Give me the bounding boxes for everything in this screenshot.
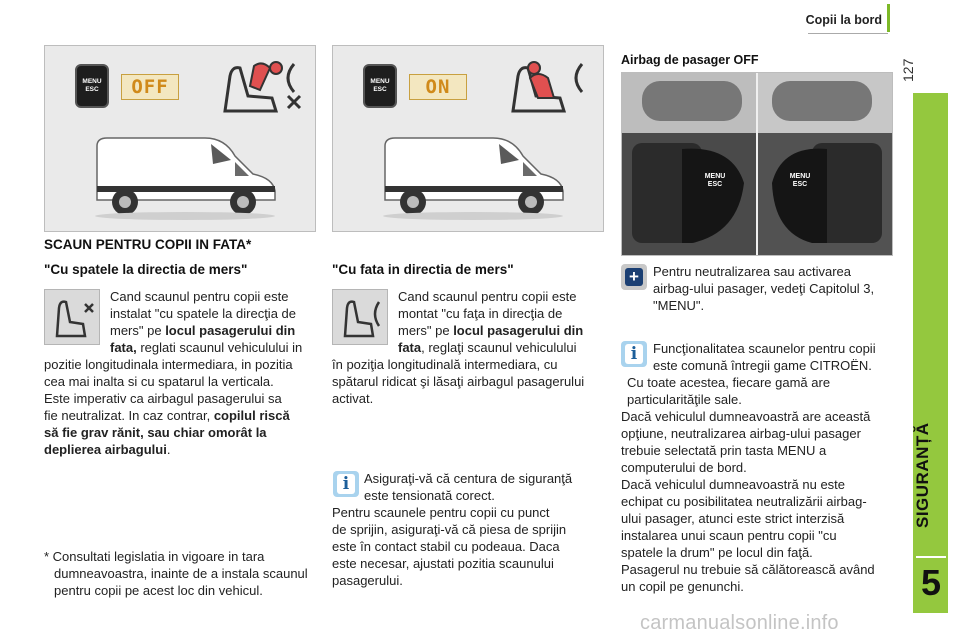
text-line: Pentru scaunele pentru copii cu punct — [332, 505, 550, 520]
text-line: Cu toate acestea, fiecare gamă are — [627, 375, 831, 390]
text-line — [332, 288, 607, 305]
dashboard-panel-photo — [621, 72, 893, 256]
text-line — [332, 305, 607, 322]
button-label-menu: MENU — [370, 78, 390, 85]
menu-reference-text — [621, 263, 896, 314]
text-line: dumneavoastra, inainte de a instala scaunul — [54, 566, 308, 581]
text-line: pentru copii pe acest loc din vehicul. — [54, 583, 263, 598]
text: mers" pe — [398, 323, 454, 338]
text: Cand scaunul pentru copii este — [398, 289, 577, 304]
text-line: este comună întregii game CITROËN. — [653, 358, 872, 373]
text-line — [44, 390, 319, 407]
text: instalat "cu spatele la direcţia de — [110, 306, 296, 321]
text-line — [44, 424, 319, 441]
info-icon: i — [333, 471, 359, 497]
bold-text: fata, — [110, 340, 137, 355]
button-label-menu: MENU — [82, 78, 102, 85]
button-label-esc: ESC — [373, 86, 387, 93]
illustration-airbag-on — [332, 45, 604, 232]
text: Cand scaunul pentru copii este — [110, 289, 289, 304]
text-line: * Consultati legislatia in vigoare in tara — [44, 549, 265, 564]
text: . — [166, 442, 171, 457]
text-line: echipat cu posibilitatea neutralizării airbag- — [621, 494, 867, 509]
text: activat. — [332, 391, 374, 406]
section-separator — [916, 556, 946, 558]
text-line: este necesar, ajustati pozitia scaunului — [332, 556, 554, 571]
text-line: este în contact stabil cu podeaua. Daca — [332, 539, 560, 554]
text-line: opţiune, neutralizarea airbag-ului pasager — [621, 426, 861, 441]
text-line — [332, 339, 607, 356]
text: mers" pe — [110, 323, 166, 338]
section-heading: SCAUN PENTRU COPII IN FATA* — [44, 237, 252, 252]
bold-text: locul pasagerului din — [165, 323, 296, 338]
text-line: ului pasager, atunci este strict interzisă — [621, 511, 845, 526]
section-label: SIGURANȚĂ — [913, 422, 932, 528]
forward-facing-seat-icon — [498, 56, 593, 116]
illustration-airbag-off — [44, 45, 316, 232]
airbag-status-display: ON — [409, 74, 467, 100]
panel-button-label-left: MENU ESC — [704, 173, 726, 188]
bold-text: locul pasagerului din — [453, 323, 584, 338]
text-line: Asiguraţi-vă că centura de siguranţă — [364, 471, 573, 486]
text-line: Dacă vehiculul dumneavoastră nu este — [621, 477, 846, 492]
text-line — [44, 373, 319, 390]
text: montat "cu faţa in direcţia de — [398, 306, 563, 321]
text-line — [44, 305, 319, 322]
text: Este imperativ ca airbagul pasagerului sa — [44, 391, 282, 406]
text-line — [44, 339, 319, 356]
text: cea mai inalta si cu spatarul la verticala. — [44, 374, 274, 389]
header-rule — [808, 33, 888, 34]
forward-facing-subheading: "Cu fata in directia de mers" — [332, 262, 514, 277]
text-line: un copil pe genunchi. — [621, 579, 744, 594]
van-picture — [85, 126, 285, 221]
bold-text: să fie grav rănit, sau chiar omorât la — [44, 425, 267, 440]
text-line: pasagerului. — [332, 573, 403, 588]
text-line: computerului de bord. — [621, 460, 747, 475]
plus-icon: + — [621, 264, 647, 290]
section-number: 5 — [920, 562, 942, 603]
text-line: particularităţile sale. — [627, 392, 742, 407]
button-label-esc: ESC — [85, 86, 99, 93]
header-accent-bar — [887, 4, 890, 32]
text: în poziţia longitudinală intermediara, cu — [332, 357, 558, 372]
text: fie neutralizat. In caz contrar, — [44, 408, 214, 423]
text-line: "MENU". — [653, 298, 705, 313]
text: reglati scaunul vehiculului in — [136, 340, 303, 355]
panel-button-label-right: MENU ESC — [789, 173, 811, 188]
rear-facing-body-text — [44, 288, 319, 458]
text: spătarul ridicat şi lăsaţi airbagul pasagerului — [332, 374, 585, 389]
page-header-title: Copii la bord — [805, 13, 882, 27]
airbag-status-display: OFF — [121, 74, 179, 100]
page-number: 127 — [900, 58, 916, 82]
text-line — [332, 373, 607, 390]
text: pozitie longitudinala intermediara, in pozitia — [44, 357, 293, 372]
text-line — [44, 441, 319, 458]
text-line — [44, 322, 319, 339]
van-picture — [373, 126, 573, 221]
text-line: de sprijin, asiguraţi-vă că piesa de sprijin — [332, 522, 567, 537]
text-line: Funcţionalitatea scaunelor pentru copii — [653, 341, 876, 356]
rear-facing-seat-icon — [210, 56, 305, 116]
info-icon: i — [621, 341, 647, 367]
text-line: spatele la drum" pe locul din faţă. — [621, 545, 813, 560]
seatbelt-info-text — [332, 470, 607, 589]
text-line: trebuie selectată prin tasta MENU a — [621, 443, 827, 458]
text-line: airbag-ului pasager, vedeţi Capitolul 3, — [653, 281, 875, 296]
text-line — [332, 356, 607, 373]
text-line — [44, 407, 319, 424]
menu-esc-button-picture — [363, 64, 397, 108]
airbag-off-heading: Airbag de pasager OFF — [621, 53, 759, 67]
text-line: Pentru neutralizarea sau activarea — [653, 264, 852, 279]
text-line: Dacă vehiculul dumneavoastră are această — [621, 409, 871, 424]
text-line — [44, 356, 319, 373]
citroen-range-info-text — [621, 340, 896, 595]
text-line: Pasagerul nu trebuie să călătorească având — [621, 562, 875, 577]
text-line — [332, 390, 607, 407]
text: , reglaţi scaunul vehiculului — [421, 340, 577, 355]
text-line: instalarea unui scaun pentru copii "cu — [621, 528, 837, 543]
bold-text: fata — [398, 340, 422, 355]
bold-text: copilul riscă — [213, 408, 290, 423]
side-tab-edge — [948, 93, 960, 613]
watermark: carmanualsonline.info — [640, 612, 839, 634]
dashboard-switch-panel-picture — [622, 73, 892, 255]
rear-facing-subheading: "Cu spatele la directia de mers" — [44, 262, 248, 277]
text-line — [44, 288, 319, 305]
footnote — [44, 548, 319, 599]
forward-facing-body-text — [332, 288, 607, 407]
bold-text: deplierea airbagului — [44, 442, 167, 457]
text-line — [332, 322, 607, 339]
menu-esc-button-picture — [75, 64, 109, 108]
text-line: este tensionată corect. — [364, 488, 495, 503]
